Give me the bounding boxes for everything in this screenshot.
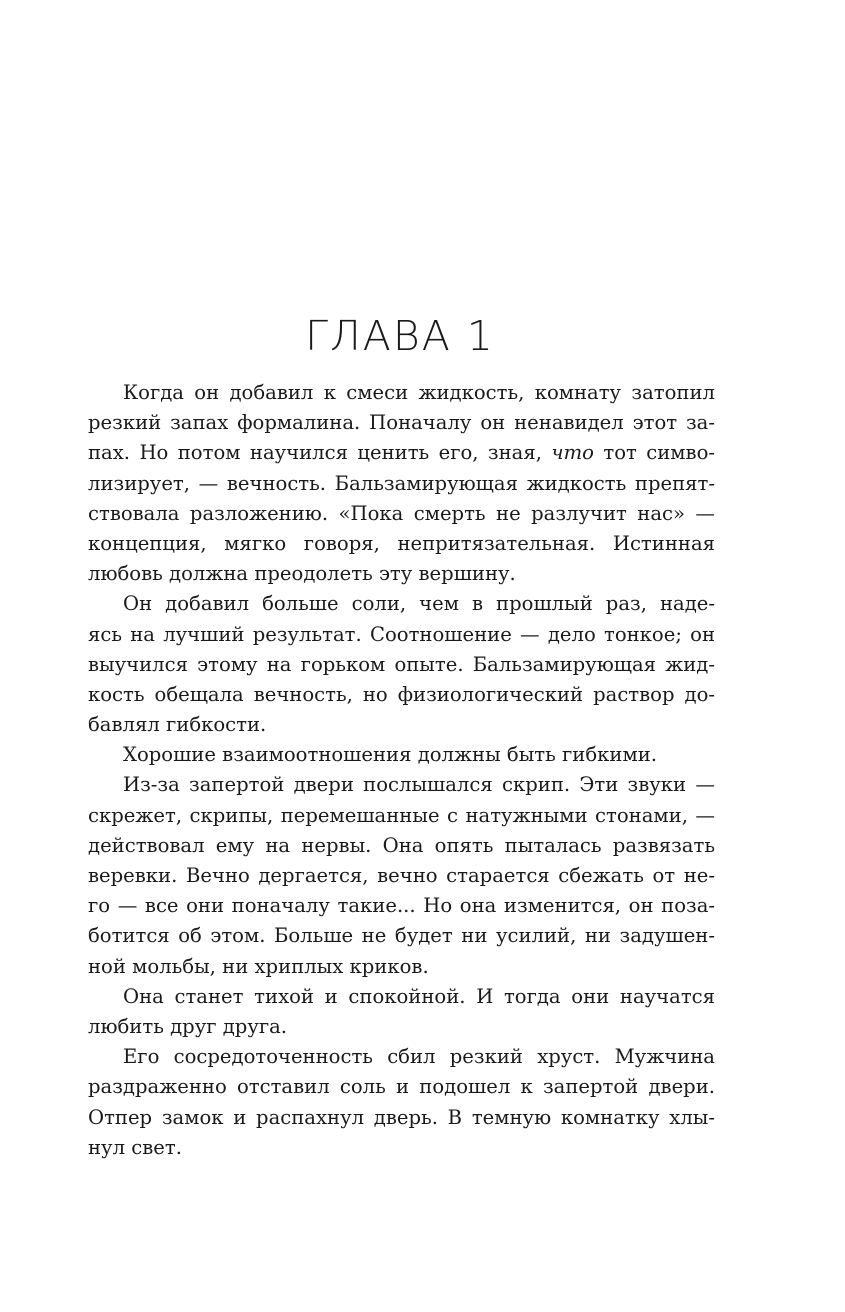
text-line: ствовала разложению. «Пока смерть не разлучит нас» — (88, 501, 715, 525)
text-line: Из-за запертой двери послышался скрип. Эти звуки — (123, 773, 715, 797)
text-line: действовал ему на нервы. Она опять пыталась развязать (88, 833, 715, 857)
text-line: любить друг друга. (88, 1014, 288, 1038)
text-line: веревки. Вечно дергается, вечно старается сбежать от не- (88, 864, 715, 887)
paragraph-6 (88, 1042, 715, 1163)
paragraph-5 (88, 982, 715, 1042)
chapter-text (88, 378, 715, 1163)
text-line: выучился этому на горьком опыте. Бальзамирующая жид- (88, 652, 715, 676)
text-fragment: тот симво- (593, 441, 715, 465)
text-line: концепция, мягко говоря, непритязательная. Истинная (88, 531, 715, 555)
paragraph-3 (88, 740, 715, 770)
paragraph-4 (88, 770, 715, 981)
text-line: бавлял гибкости. (88, 713, 267, 737)
text-line: раздраженно отставил соль и подошел к запертой двери. (88, 1075, 715, 1099)
text-line: скрежет, скрипы, перемешанные с натужными стонами, — (88, 803, 715, 827)
text-line: нул свет. (88, 1135, 182, 1159)
text-line: лизирует, — вечность. Бальзамирующая жидкость препят- (88, 471, 715, 495)
text-line: ясь на лучший результат. Соотношение — дело тонкое; он (88, 622, 715, 646)
paragraph-2 (88, 589, 715, 740)
text-line: ной мольбы, ни хриплых криков. (88, 954, 429, 978)
text-line: Отпер замок и распахнул дверь. В темную комнатку хлы- (88, 1105, 715, 1129)
text-line (88, 438, 715, 468)
text-line: любовь должна преодолеть эту вершину. (88, 562, 516, 586)
text-line: резкий запах формалина. Поначалу он ненавидел этот за- (88, 411, 715, 435)
italic-word: что (551, 441, 594, 465)
text-line: го — все они поначалу такие... Но она изменится, он поза- (88, 894, 715, 918)
text-line: Он добавил больше соли, чем в прошлый раз, наде- (123, 592, 715, 616)
text-line: Когда он добавил к смеси жидкость, комнату затопил (123, 381, 715, 404)
text-line: ботится об этом. Больше не будет ни усилий, ни задушен- (88, 924, 715, 948)
chapter-title: ГЛАВА 1 (305, 312, 495, 360)
text-fragment: пах. Но потом научился ценить его, зная, (88, 441, 552, 465)
text-line: Она станет тихой и спокойной. И тогда они научатся (123, 984, 715, 1008)
paragraph-1 (88, 378, 715, 589)
text-line: Его сосредоточенность сбил резкий хруст. Мужчина (123, 1045, 715, 1069)
text-line: Хорошие взаимоотношения должны быть гибкими. (123, 743, 657, 767)
text-line: кость обещала вечность, но физиологический раствор до- (88, 682, 715, 706)
